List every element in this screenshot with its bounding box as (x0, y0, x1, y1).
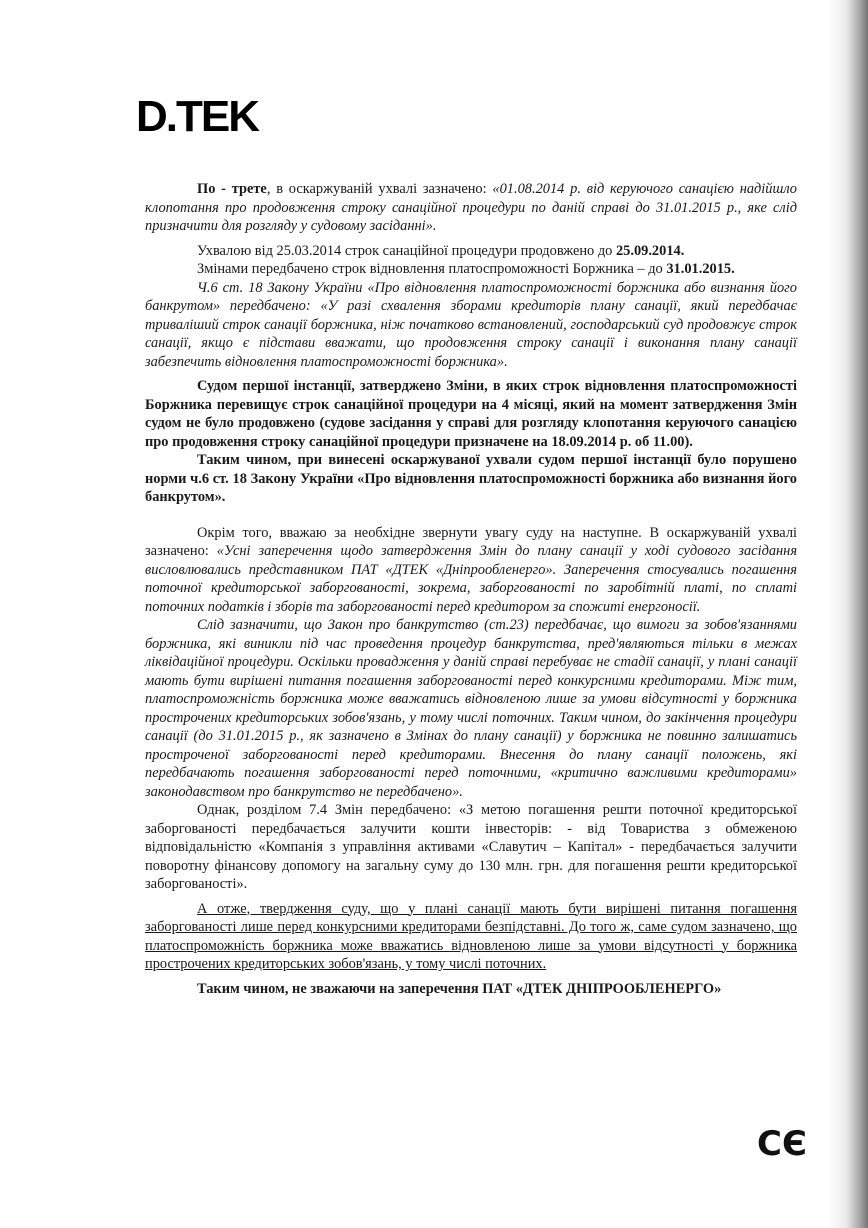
paragraph-violation: Таким чином, при винесені оскаржуваної ухвали судом першої інстанції було порушено норми ч.6 ст. 18 Закону України «Про відновлення платоспроможності боржника або визнання його банкрутом». (145, 452, 797, 505)
dtek-logo: D.TEK (136, 92, 258, 141)
paragraph-first-instance: Судом першої інстанції, затверджено Зміни, в яких строк відновлення платоспроможності Боржника перевищує строк санаційної процедури на 4 місяці, який на момент затвердження Змін судом не було продовжено (судове засідання у справі для розгляду клопотання керуючого санацією про продовження строку санаційної процедури призначене на 18.09.2014 р. об 11.00). (145, 378, 797, 450)
paragraph-conclusion-underlined: А отже, твердження суду, що у плані санації мають бути вирішені питання погашення заборгованості лише перед конкурсними кредиторами безпідставні. До того ж, саме судом зазначено, що платоспроможність боржника може вважатись відновленою лише за умови відсутності у боржника прострочених кредиторських зобов'язань, у тому числі поточних. (145, 900, 797, 972)
paragraph-additionally: Окрім того, вважаю за необхідне звернути увагу суду на наступне. В оскаржуваній ухвалі зазначено: «Усні заперечення щодо затвердження Змін до плану санації у ході судового засідання висловлювались представником ПАТ «ДТЕК «Дніпрообленерго». Заперечення стосувались погашення поточної кредиторської заборгованості, зокрема, заборгованості по заробітній платі, по сплаті поточних податків і зборів та заборгованості перед кредитором за спожиті енергоносії. (145, 524, 798, 615)
lead-text: По - трете (197, 181, 267, 197)
document-body (145, 180, 797, 998)
paragraph-final: Таким чином, не зважаючи на заперечення ПАТ «ДТЕК ДНІПРООБЛЕНЕРГО» (197, 980, 722, 997)
scan-shadow-edge (828, 0, 868, 1228)
paragraph-changes-term: Змінами передбачено строк відновлення платоспроможності Боржника – до 31.01.2015. (197, 261, 735, 277)
paragraph-law-article: Ч.6 ст. 18 Закону України «Про відновлення платоспроможності боржника або визнання його банкрутом» передбачено: «У разі схвалення зборами кредиторів плану санації, який передбачає триваліший строк санації боржника, ніж початково встановлений, господарський суд продовжує строк санації, якщо є підстави вважати, що продовження строку санації і виконання плану санації забезпечить відновлення платоспроможності боржника». (145, 279, 797, 370)
paragraph-extension: Ухвалою від 25.03.2014 строк санаційної процедури продовжено до 25.09.2014. (197, 242, 685, 259)
court-quote: «01.08.2014 р. від керуючого санацією надійшло клопотання про продовження строку санаційної процедури по даній справі до 31.01.2015 р., яке слід призначити для розгляду у судовому засіданні». (145, 181, 798, 234)
paragraph-bankruptcy-law: Слід зазначити, що Закон про банкрутство (ст.23) передбачає, що вимоги за зобов'язаннями боржника, які виникли під час проведення процедур банкрутства, пред'являються тільки в межах ліквідаційної процедури. Оскільки провадження у даній справі перебуває не стадії санації, у плані санації мають бути вирішені питання погашення заборгованості перед конкурсними кредиторами. Між тим, платоспроможність боржника може вважатись відновленою лише за умови відсутності у боржника прострочених кредиторських зобов'язань, у тому числі поточних. Таким чином, до закінчення процедури санації (до 31.01.2015 р., як зазначено в Змінах до плану санації) у боржника не повинно залишатись простроченої заборгованості перед кредиторами. Внесення до плану санації положень, які передбачають погашення заборгованості перед поточними, «критично важливими кредиторами» законодавством про банкрутство не передбачено». (145, 617, 797, 800)
paragraph-section-7-4: Однак, розділом 7.4 Змін передбачено: «З метою погашення решти поточної кредиторської заборгованості передбачається залучити кошти інвесторів: - від Товариства з обмеженою відповідальністю «Компанія з управління активами «Славутич – Капітал» - передбачається залучити поворотну фінансову допомогу на загальну суму до 130 млн. грн. для погашення решти кредиторської заборгованості». (145, 802, 797, 892)
handwritten-initials: СЄ (757, 1124, 807, 1164)
paragraph-third-point: По - трете, в оскаржуваній ухвалі зазначено: «01.08.2014 р. від керуючого санацією надійшло клопотання про продовження строку санаційної процедури по даній справі до 31.01.2015 р., яке слід призначити для розгляду у судовому засіданні». (145, 181, 798, 234)
